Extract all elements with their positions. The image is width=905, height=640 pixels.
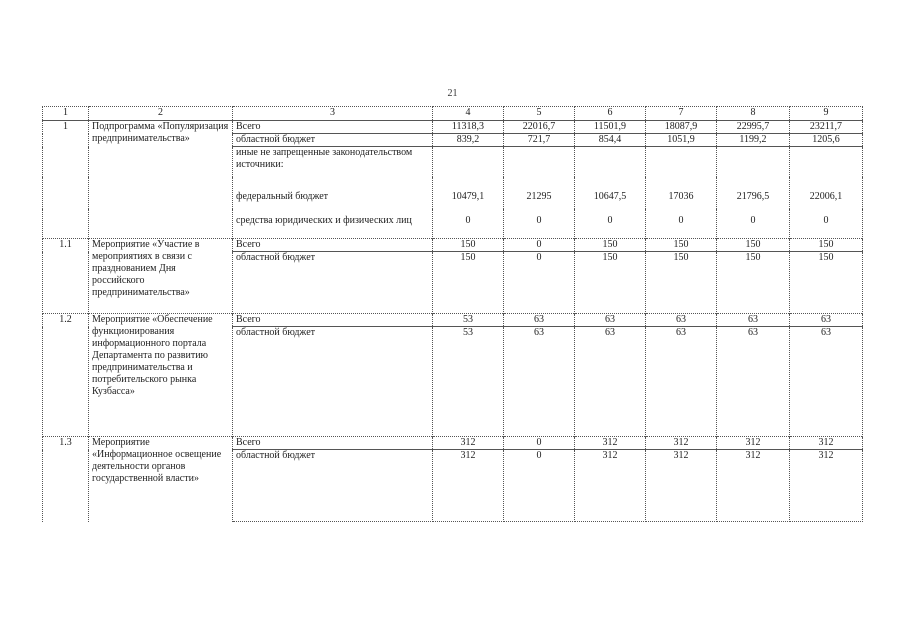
value-cell: 63 (646, 327, 717, 437)
row-number: 1 (43, 121, 89, 239)
source-cell: областной бюджет (233, 134, 433, 147)
value-cell (433, 147, 504, 177)
value-cell: 23211,7 (790, 121, 863, 134)
value-cell: 312 (790, 450, 863, 522)
value-cell: 63 (504, 314, 575, 327)
source-cell: средства юридических и физических лиц (233, 209, 433, 239)
value-cell: 854,4 (575, 134, 646, 147)
value-cell: 0 (504, 450, 575, 522)
row-number: 1.2 (43, 314, 89, 437)
value-cell (575, 147, 646, 177)
source-cell: областной бюджет (233, 450, 433, 522)
value-cell: 312 (790, 437, 863, 450)
value-cell: 150 (575, 252, 646, 314)
value-cell: 150 (575, 239, 646, 252)
header-cell: 5 (504, 107, 575, 121)
value-cell: 53 (433, 314, 504, 327)
value-cell: 312 (433, 437, 504, 450)
source-cell: областной бюджет (233, 252, 433, 314)
header-cell: 2 (89, 107, 233, 121)
value-cell: 150 (790, 239, 863, 252)
value-cell: 150 (717, 252, 790, 314)
value-cell: 1205,6 (790, 134, 863, 147)
value-cell: 17036 (646, 177, 717, 209)
value-cell: 1199,2 (717, 134, 790, 147)
value-cell: 1051,9 (646, 134, 717, 147)
header-cell: 4 (433, 107, 504, 121)
table-row (43, 239, 863, 252)
value-cell: 18087,9 (646, 121, 717, 134)
value-cell: 150 (433, 239, 504, 252)
value-cell: 150 (646, 239, 717, 252)
value-cell: 63 (790, 327, 863, 437)
value-cell: 312 (575, 450, 646, 522)
row-number: 1.3 (43, 437, 89, 522)
value-cell: 150 (646, 252, 717, 314)
source-cell: Всего (233, 239, 433, 252)
value-cell: 839,2 (433, 134, 504, 147)
value-cell: 312 (575, 437, 646, 450)
value-cell: 0 (504, 252, 575, 314)
value-cell: 721,7 (504, 134, 575, 147)
row-number: 1.1 (43, 239, 89, 314)
source-cell: Всего (233, 437, 433, 450)
header-cell: 6 (575, 107, 646, 121)
value-cell: 0 (504, 437, 575, 450)
value-cell: 0 (433, 209, 504, 239)
value-cell: 21796,5 (717, 177, 790, 209)
program-name: Мероприятие «Информационное освещение деятельности органов государственной власти» (89, 437, 233, 522)
value-cell (717, 147, 790, 177)
value-cell: 63 (504, 327, 575, 437)
header-cell: 1 (43, 107, 89, 121)
value-cell: 150 (790, 252, 863, 314)
source-cell: федеральный бюджет (233, 177, 433, 209)
page-number: 21 (447, 88, 458, 99)
header-cell: 7 (646, 107, 717, 121)
header-row (43, 107, 863, 121)
source-cell: Всего (233, 314, 433, 327)
value-cell: 10647,5 (575, 177, 646, 209)
value-cell: 0 (790, 209, 863, 239)
value-cell: 312 (646, 437, 717, 450)
value-cell: 63 (717, 314, 790, 327)
value-cell: 312 (717, 437, 790, 450)
value-cell: 63 (575, 314, 646, 327)
value-cell: 63 (575, 327, 646, 437)
value-cell (646, 147, 717, 177)
value-cell: 150 (433, 252, 504, 314)
value-cell: 0 (504, 239, 575, 252)
source-cell: Всего (233, 121, 433, 134)
value-cell: 312 (646, 450, 717, 522)
value-cell: 10479,1 (433, 177, 504, 209)
value-cell: 0 (646, 209, 717, 239)
value-cell (790, 147, 863, 177)
value-cell: 0 (504, 209, 575, 239)
value-cell: 63 (646, 314, 717, 327)
program-name: Мероприятие «Участие в мероприятиях в связи с празднованием Дня российского предпринимательства» (89, 239, 233, 314)
value-cell: 63 (790, 314, 863, 327)
header-cell: 8 (717, 107, 790, 121)
table-row (43, 437, 863, 450)
value-cell (504, 147, 575, 177)
value-cell: 312 (717, 450, 790, 522)
value-cell: 0 (717, 209, 790, 239)
budget-table (42, 106, 863, 522)
value-cell: 11318,3 (433, 121, 504, 134)
value-cell: 22016,7 (504, 121, 575, 134)
source-cell: областной бюджет (233, 327, 433, 437)
source-cell: иные не запрещенные законодательством источники: (233, 147, 433, 177)
value-cell: 11501,9 (575, 121, 646, 134)
header-cell: 3 (233, 107, 433, 121)
table-row (43, 314, 863, 327)
value-cell: 150 (717, 239, 790, 252)
header-cell: 9 (790, 107, 863, 121)
value-cell: 63 (717, 327, 790, 437)
value-cell: 53 (433, 327, 504, 437)
value-cell: 312 (433, 450, 504, 522)
value-cell: 0 (575, 209, 646, 239)
program-name: Подпрограмма «Популяризация предпринимательства» (89, 121, 233, 239)
program-name: Мероприятие «Обеспечение функционирования информационного портала Департамента по развитию предпринимательства и потребительского рынка Кузбасса» (89, 314, 233, 437)
value-cell: 22006,1 (790, 177, 863, 209)
value-cell: 22995,7 (717, 121, 790, 134)
table-row (43, 121, 863, 134)
value-cell: 21295 (504, 177, 575, 209)
